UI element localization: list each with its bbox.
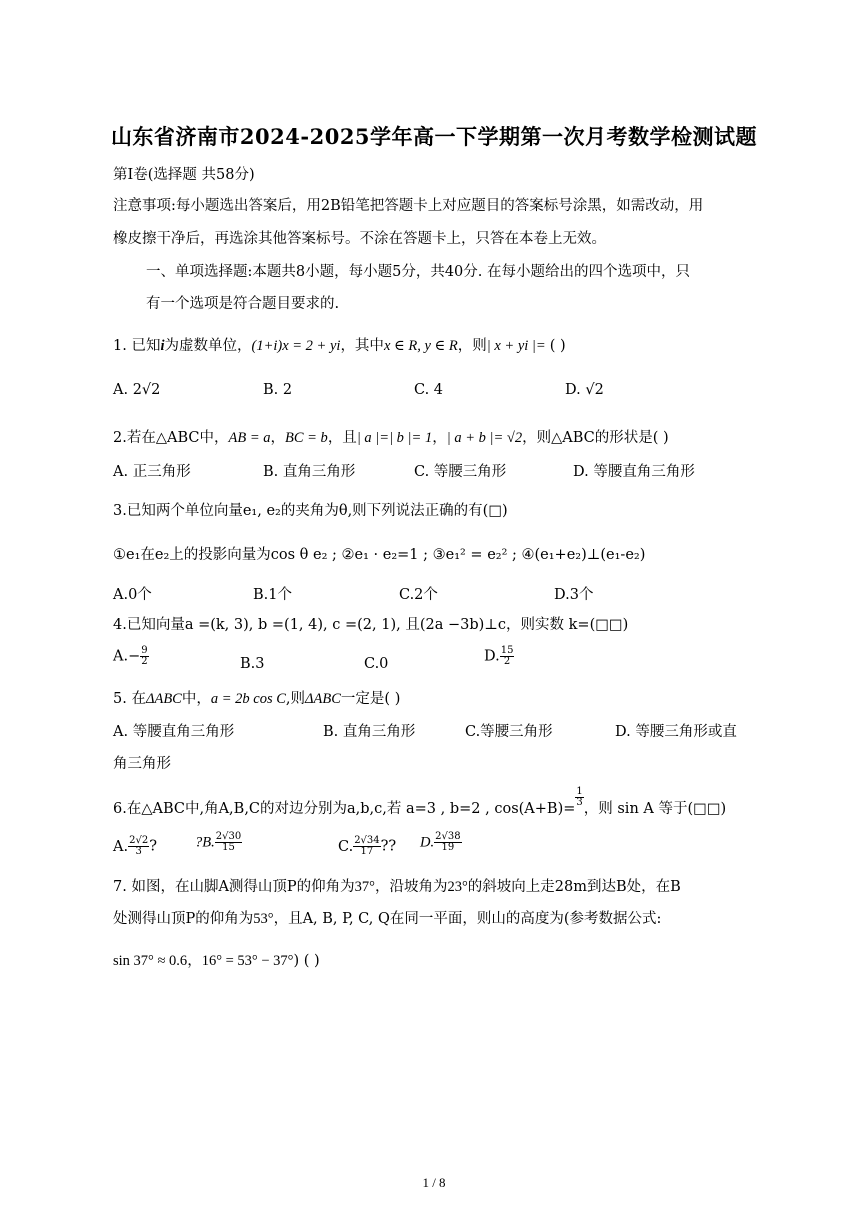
q1-condition: x ∈ R, y ∈ R <box>383 338 458 354</box>
q7-angle-37: 37° <box>354 879 375 895</box>
q3-stem: 3.已知两个单位向量e₁, e₂的夹角为θ,则下列说法正确的有(□) <box>113 503 508 519</box>
q2-option-a: A. 正三角形 <box>113 464 191 480</box>
q5-stem-d: 一定是( ) <box>340 691 401 707</box>
q5-option-c: C.等腰三角形 <box>465 724 553 740</box>
q4-option-a-prefix: A.− <box>113 648 141 665</box>
q1-stem-d: ，则 <box>457 338 487 354</box>
q6-option-b: ?B. $\frac{2√30}{15}$ <box>195 831 242 853</box>
section-heading: 第I卷(选择题 共58分) <box>113 167 255 183</box>
q1-paren: ( ) <box>549 338 566 354</box>
q2-option-b: B. 直角三角形 <box>263 464 356 480</box>
q7-angle-23: 23° <box>447 879 468 895</box>
q2-stem: 2.若在△ABC中，AB = a，BC = b，且| a |=| b |= 1，| a + b |= √2，则△ABC的形状是( ) <box>113 430 669 446</box>
q1-stem-a: 1. 已知 <box>113 338 161 354</box>
q6-stem <box>113 786 727 819</box>
q4-option-c: C.0 <box>364 656 389 672</box>
q6-fraction: $\frac{1}{3}$ <box>576 786 583 808</box>
q7-reference-angle: 16° = 53° − 37° <box>201 953 294 969</box>
q1-option-d: D. √2 <box>565 382 604 398</box>
q4-stem: 4.已知向量a =(k, 3), b =(1, 4), c =(2, 1), 且(2a −3b)⊥c，则实数 k=(□□) <box>113 617 629 633</box>
notice-line-1: 注意事项:每小题选出答案后，用2B铅笔把答题卡上对应题目的答案标号涂黑，如需改动，用 <box>113 198 704 214</box>
q1-option-b: B. 2 <box>263 382 293 398</box>
q6-stem-a: 6.在△ABC中,角A,B,C的对边分别为a,b,c,若 a=3 , b=2 , cos(A+B)= <box>113 801 576 817</box>
q2-vector-ab: AB = a <box>228 430 271 446</box>
q6-option-a: A. $\frac{2√2}{3}$ ? <box>113 835 157 857</box>
q7-reference-sin: sin 37° ≈ 0.6 <box>113 953 188 969</box>
q7-line-2: 处测得山顶P的仰角为53°，且A, B, P, C, Q在同一平面，则山的高度为(参考数据公式: <box>113 911 662 927</box>
q5-triangle-2: ΔABC <box>305 691 341 707</box>
q2-stem-a: 2.若在△ABC中， <box>113 430 229 446</box>
q6-option-a-fraction: $\frac{2√2}{3}$ <box>129 835 149 857</box>
q4-option-a <box>113 646 149 667</box>
q5-stem-a: 5. 在 <box>113 691 146 707</box>
q1-option-a: A. 2√2 <box>113 382 161 398</box>
q1-option-c: C. 4 <box>414 382 444 398</box>
q6-option-d-fraction: $\frac{2√38}{19}$ <box>435 831 461 853</box>
q2-vector-bc: BC = b <box>284 430 328 446</box>
q2-stem-b: ，且 <box>327 430 357 446</box>
q2-magnitude-2: | a + b |= √2 <box>446 430 523 446</box>
q1-stem-c: ，其中 <box>340 338 384 354</box>
q6-option-b-fraction: $\frac{2√30}{15}$ <box>215 831 242 853</box>
q5-equation: a = 2b cos C <box>210 691 286 707</box>
page-number: 1 / 8 <box>422 1175 446 1190</box>
q2-stem-c: ，则△ABC的形状是( ) <box>522 430 669 446</box>
q1-stem <box>113 336 566 356</box>
q5-stem <box>113 689 400 709</box>
q2-magnitude-1: | a |=| b |= 1 <box>356 430 433 446</box>
q3-option-c: C.2个 <box>399 587 438 603</box>
q3-option-a: A.0个 <box>113 587 152 603</box>
q6-option-d: D. $\frac{2√38}{19}$ <box>420 831 461 853</box>
part1-line-1: 一、单项选择题:本题共8小题，每小题5分，共40分. 在每小题给出的四个选项中，只 <box>146 264 691 280</box>
q5-option-d: D. 等腰三角形或直 <box>615 724 737 740</box>
q7-line-1: 7. 如图，在山脚A测得山顶P的仰角为37°，沿坡角为23°的斜坡向上走28m到达B处，在B <box>113 879 681 895</box>
q6-option-c-fraction: $\frac{2√34}{17}$ <box>354 835 380 857</box>
q7-line-3: sin 37° ≈ 0.6，16° = 53° − 37°) ( ) <box>113 953 320 969</box>
q5-triangle-1: ΔABC <box>145 691 182 707</box>
q4-option-a-fraction: $\frac{9}{2}$ <box>141 645 148 667</box>
q2-option-d: D. 等腰直角三角形 <box>573 464 695 480</box>
q5-option-a: A. 等腰直角三角形 <box>113 724 235 740</box>
notice-line-2: 橡皮擦干净后，再选涂其他答案标号。不涂在答题卡上，只答在本卷上无效。 <box>113 231 606 247</box>
q6-option-c: C. $\frac{2√34}{17}$ ?? <box>338 835 397 857</box>
q7-angle-53: 53° <box>253 911 274 927</box>
q3-option-d: D.3个 <box>554 587 594 603</box>
q5-option-d-continued: 角三角形 <box>113 756 171 772</box>
q5-stem-c: ,则 <box>285 691 306 707</box>
q5-option-b: B. 直角三角形 <box>323 724 416 740</box>
part1-line-2: 有一个选项是符合题目要求的. <box>146 296 340 312</box>
q1-abs: | x + yi |= <box>486 338 546 354</box>
page-title: 山东省济南市2024-2025学年高一下学期第一次月考数学检测试题 <box>110 124 758 149</box>
q3-option-b: B.1个 <box>253 587 292 603</box>
q1-i: i <box>160 338 165 354</box>
q4-option-d-prefix: D. <box>484 648 500 665</box>
q1-equation: (1+i)x = 2 + yi <box>251 338 341 354</box>
q4-option-b: B.3 <box>240 656 265 672</box>
q4-option-d-fraction: $\frac{15}{2}$ <box>500 645 514 667</box>
q1-stem-b: 为虚数单位， <box>164 338 252 354</box>
q4-option-d <box>484 646 514 667</box>
q5-stem-b: 中， <box>181 691 211 707</box>
q3-items: ①e₁在e₂上的投影向量为cos θ e₂ ; ②e₁ · e₂=1 ; ③e₁² = e₂² ; ④(e₁+e₂)⊥(e₁-e₂) <box>113 547 646 563</box>
q6-stem-b: ，则 sin A 等于(□□) <box>583 801 727 817</box>
q2-option-c: C. 等腰三角形 <box>414 464 507 480</box>
